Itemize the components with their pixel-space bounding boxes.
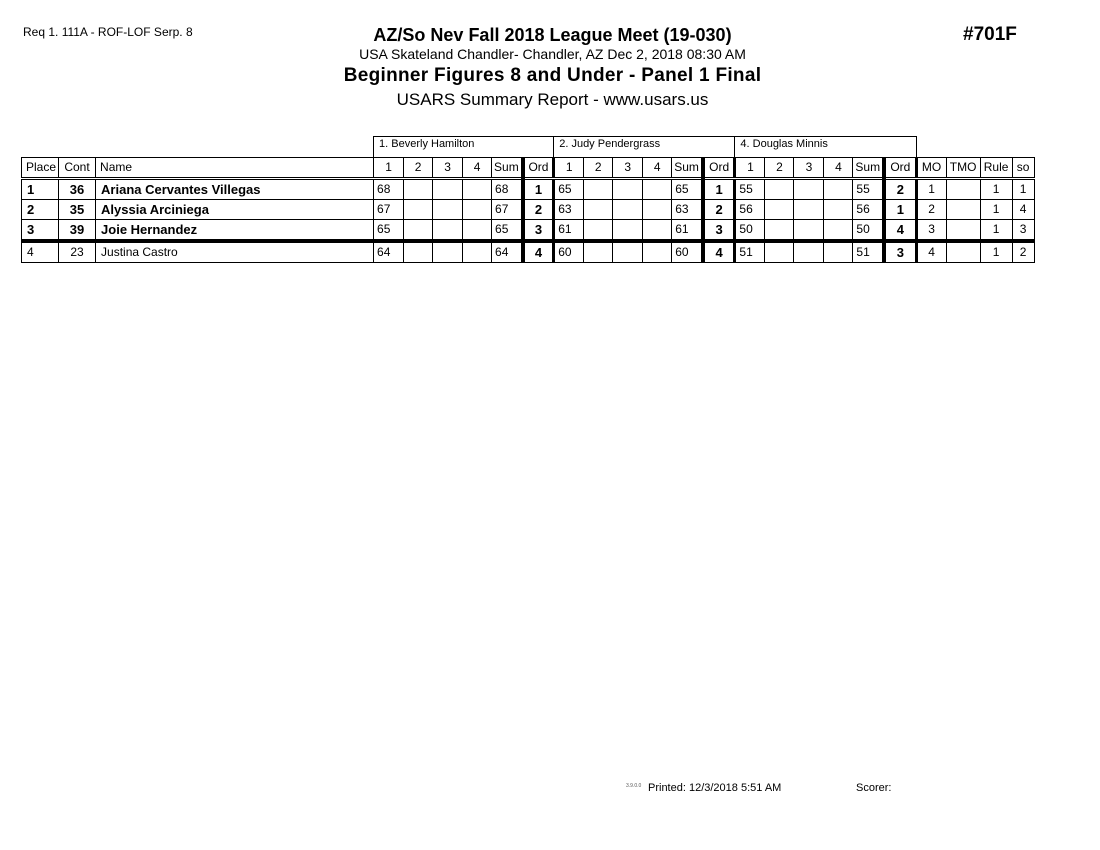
cont-cell: 23 — [59, 241, 96, 263]
score-cell — [584, 220, 613, 242]
j1-col-2: 2 — [404, 158, 433, 179]
j2-col-4: 4 — [643, 158, 672, 179]
score-cell — [643, 241, 672, 263]
j3-col-1: 1 — [735, 158, 765, 179]
score-cell: 67 — [374, 200, 404, 220]
sum-cell: 65 — [672, 179, 703, 200]
judge-2-name: 2. Judy Pendergrass — [554, 137, 735, 158]
score-cell — [765, 220, 794, 242]
j3-col-3: 3 — [794, 158, 824, 179]
score-cell — [404, 220, 433, 242]
j1-col-sum: Sum — [492, 158, 523, 179]
event-number: #701F — [963, 24, 1017, 45]
meet-title: AZ/So Nev Fall 2018 League Meet (19-030) — [373, 25, 732, 45]
sum-cell: 65 — [492, 220, 523, 242]
report-title: USARS Summary Report - www.usars.us — [396, 90, 709, 109]
judge-3-name: 4. Douglas Minnis — [735, 137, 916, 158]
score-cell — [824, 220, 853, 242]
name-header: Name — [96, 158, 374, 179]
rule-header: Rule — [980, 158, 1012, 179]
score-cell — [613, 200, 643, 220]
place-cell: 4 — [22, 241, 59, 263]
score-cell — [433, 200, 463, 220]
so-cell: 4 — [1012, 200, 1034, 220]
score-cell — [463, 241, 492, 263]
j3-col-ord: Ord — [884, 158, 916, 179]
score-cell — [765, 179, 794, 200]
tmo-cell — [946, 241, 980, 263]
score-cell — [765, 241, 794, 263]
ord-cell: 1 — [703, 179, 735, 200]
ord-cell: 2 — [523, 200, 554, 220]
name-cell: Joie Hernandez — [96, 220, 374, 242]
place-header: Place — [22, 158, 59, 179]
so-cell: 1 — [1012, 179, 1034, 200]
score-cell — [794, 241, 824, 263]
score-cell: 55 — [735, 179, 765, 200]
j1-col-1: 1 — [374, 158, 404, 179]
place-cell: 1 — [22, 179, 59, 200]
score-cell — [433, 179, 463, 200]
score-cell: 50 — [735, 220, 765, 242]
table-row — [22, 200, 1035, 220]
cont-header: Cont — [59, 158, 96, 179]
score-cell: 63 — [554, 200, 584, 220]
table-row — [22, 220, 1035, 242]
score-cell — [824, 200, 853, 220]
score-cell — [433, 241, 463, 263]
ord-cell: 4 — [523, 241, 554, 263]
ord-cell: 1 — [884, 200, 916, 220]
score-cell: 64 — [374, 241, 404, 263]
j3-col-sum: Sum — [853, 158, 884, 179]
event-title: Beginner Figures 8 and Under - Panel 1 Final — [343, 65, 762, 86]
sum-cell: 61 — [672, 220, 703, 242]
score-cell — [824, 241, 853, 263]
j2-col-ord: Ord — [703, 158, 735, 179]
sum-cell: 60 — [672, 241, 703, 263]
so-header: so — [1012, 158, 1034, 179]
score-cell — [765, 200, 794, 220]
score-cell: 51 — [735, 241, 765, 263]
so-cell: 3 — [1012, 220, 1034, 242]
table-row — [22, 241, 1035, 263]
score-cell — [433, 220, 463, 242]
score-cell — [613, 241, 643, 263]
tmo-cell — [946, 220, 980, 242]
column-header-row — [22, 158, 1035, 179]
table-row — [22, 179, 1035, 200]
ord-cell: 4 — [884, 220, 916, 242]
ord-cell: 2 — [884, 179, 916, 200]
score-cell: 60 — [554, 241, 584, 263]
rule-cell: 1 — [980, 241, 1012, 263]
score-cell — [643, 200, 672, 220]
score-cell — [463, 179, 492, 200]
score-cell — [643, 179, 672, 200]
ord-cell: 2 — [703, 200, 735, 220]
judge-1-name: 1. Beverly Hamilton — [374, 137, 554, 158]
score-cell — [584, 179, 613, 200]
sum-cell: 63 — [672, 200, 703, 220]
ord-cell: 4 — [703, 241, 735, 263]
tmo-cell — [946, 179, 980, 200]
cont-cell: 39 — [59, 220, 96, 242]
sum-cell: 68 — [492, 179, 523, 200]
score-cell — [463, 220, 492, 242]
score-cell: 56 — [735, 200, 765, 220]
sum-cell: 67 — [492, 200, 523, 220]
sum-cell: 56 — [853, 200, 884, 220]
score-cell: 65 — [554, 179, 584, 200]
name-cell: Alyssia Arciniega — [96, 200, 374, 220]
j2-col-1: 1 — [554, 158, 584, 179]
j3-col-2: 2 — [765, 158, 794, 179]
mo-header: MO — [916, 158, 946, 179]
sum-cell: 55 — [853, 179, 884, 200]
ord-cell: 3 — [884, 241, 916, 263]
name-cell: Ariana Cervantes Villegas — [96, 179, 374, 200]
cont-cell: 35 — [59, 200, 96, 220]
sum-cell: 64 — [492, 241, 523, 263]
j2-col-3: 3 — [613, 158, 643, 179]
sum-cell: 51 — [853, 241, 884, 263]
j1-col-ord: Ord — [523, 158, 554, 179]
location-date: USA Skateland Chandler- Chandler, AZ Dec 2, 2018 08:30 AM — [359, 46, 746, 62]
rule-cell: 1 — [980, 220, 1012, 242]
score-cell — [613, 179, 643, 200]
score-cell — [404, 179, 433, 200]
version-label: 3.9.0.0 — [626, 783, 642, 789]
so-cell: 2 — [1012, 241, 1034, 263]
mo-cell: 2 — [916, 200, 946, 220]
score-cell — [463, 200, 492, 220]
j2-col-sum: Sum — [672, 158, 703, 179]
score-cell — [584, 241, 613, 263]
place-cell: 2 — [22, 200, 59, 220]
score-cell — [794, 200, 824, 220]
results-table — [21, 136, 1035, 263]
sum-cell: 50 — [853, 220, 884, 242]
score-cell — [643, 220, 672, 242]
ord-cell: 1 — [523, 179, 554, 200]
ord-cell: 3 — [523, 220, 554, 242]
mo-cell: 1 — [916, 179, 946, 200]
place-cell: 3 — [22, 220, 59, 242]
score-cell: 68 — [374, 179, 404, 200]
score-cell — [404, 200, 433, 220]
printed-timestamp: Printed: 12/3/2018 5:51 AM — [648, 782, 782, 794]
score-cell — [794, 179, 824, 200]
name-cell: Justina Castro — [96, 241, 374, 263]
score-cell: 65 — [374, 220, 404, 242]
score-cell — [824, 179, 853, 200]
mo-cell: 4 — [916, 241, 946, 263]
scorer-label: Scorer: — [856, 782, 892, 794]
j1-col-4: 4 — [463, 158, 492, 179]
j3-col-4: 4 — [824, 158, 853, 179]
score-cell — [613, 220, 643, 242]
j2-col-2: 2 — [584, 158, 613, 179]
mo-cell: 3 — [916, 220, 946, 242]
j1-col-3: 3 — [433, 158, 463, 179]
tmo-header: TMO — [946, 158, 980, 179]
ord-cell: 3 — [703, 220, 735, 242]
score-cell — [584, 200, 613, 220]
cont-cell: 36 — [59, 179, 96, 200]
score-cell: 61 — [554, 220, 584, 242]
rule-cell: 1 — [980, 179, 1012, 200]
tmo-cell — [946, 200, 980, 220]
requirement-label: Req 1. 111A - ROF-LOF Serp. 8 — [23, 25, 193, 39]
rule-cell: 1 — [980, 200, 1012, 220]
score-cell — [404, 241, 433, 263]
judge-header-row — [22, 137, 1035, 158]
score-cell — [794, 220, 824, 242]
